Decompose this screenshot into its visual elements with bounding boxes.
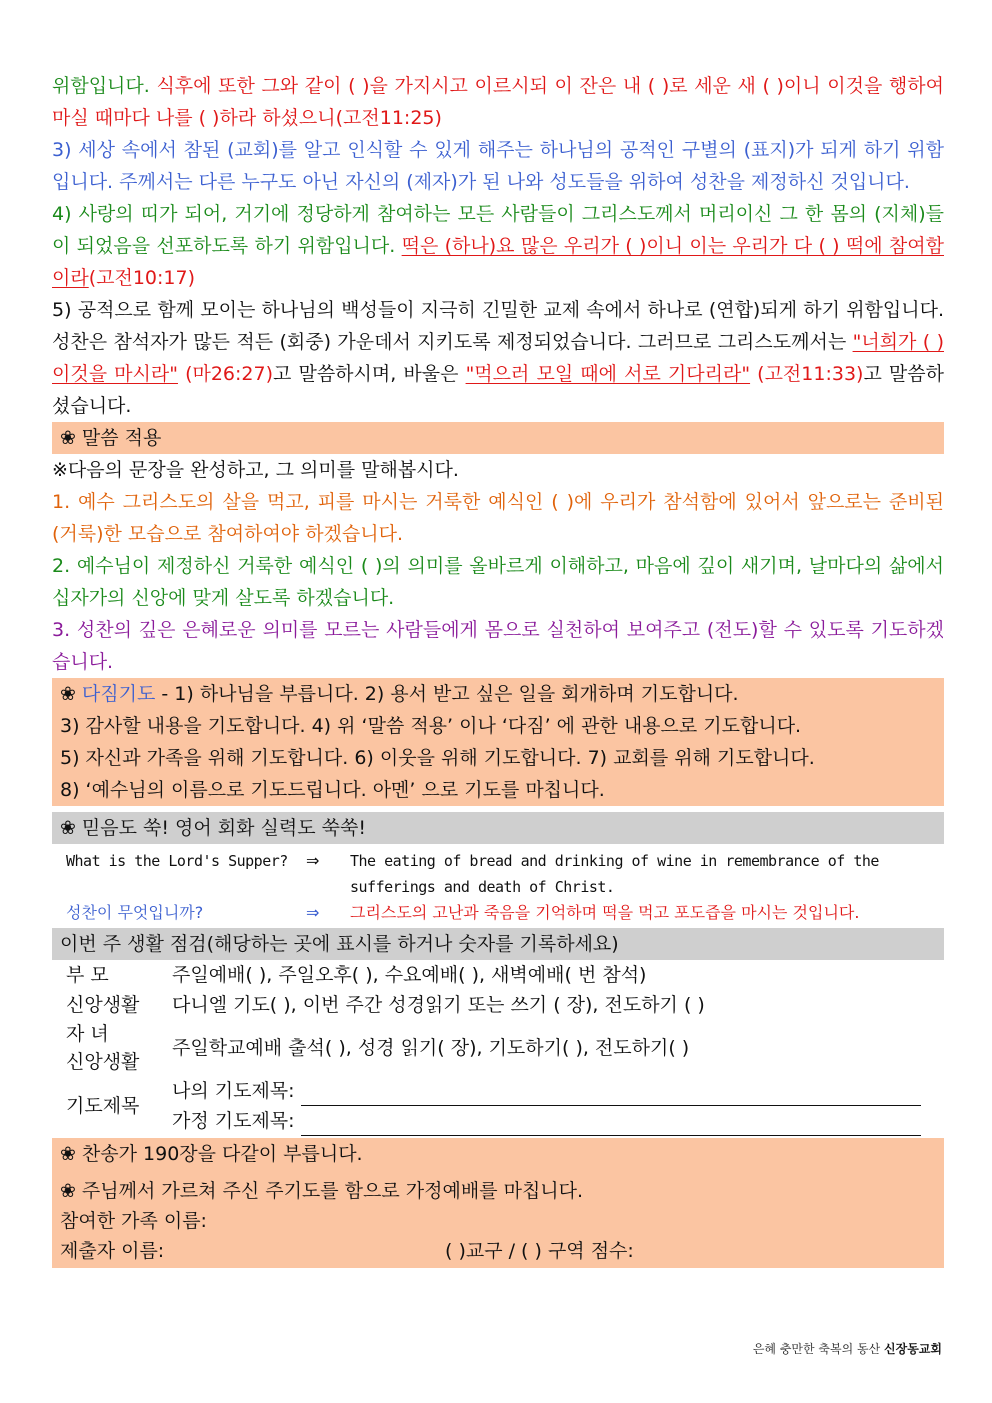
parent-row-2: 다니엘 기도( ), 이번 주간 성경읽기 또는 쓰기 ( 장), 전도하기 ( ) (172, 994, 705, 1016)
prayer-label: 기도제목 (66, 1095, 140, 1117)
family-names-line: 참여한 가족 이름: (60, 1210, 207, 1232)
submitter-line (52, 1236, 944, 1266)
english-qa-en (52, 848, 944, 900)
worship-sheet (52, 70, 944, 1268)
section-closing (52, 1138, 944, 1268)
paragraph-5 (52, 294, 944, 422)
my-prayer-label: 나의 기도제목: (172, 1080, 295, 1102)
hymn-line (52, 1138, 944, 1170)
label-line: 부 모 (66, 964, 109, 986)
child-row: 주일학교예배 출석( ), 성경 읽기( 장), 기도하기( ), 전도하기( ) (172, 1037, 690, 1059)
family-prayer-input-line[interactable] (301, 1117, 921, 1136)
verse-ref: (마26:27) (177, 363, 274, 385)
table-row (52, 1106, 944, 1136)
district-text: ( )교구 / ( ) 구역 점수: (445, 1240, 634, 1262)
verse-text: 떡은 (하나)요 많은 우리가 ( )이니 이는 우리가 다 ( ) 떡에 참여함이라 (52, 235, 944, 289)
english-qa-ko (52, 900, 944, 926)
paragraph-4 (52, 198, 944, 294)
text-span: 고 말씀하시며, 바울은 (273, 363, 466, 385)
flower-icon: ❀ (60, 1180, 76, 1202)
text-span: 4) 사랑의 띠가 되어, 거기에 정당하게 참여하는 모든 사람들이 그리스도께서 머리이신 그 한 몸의 (지체)들이 되었음을 선포하도록 하기 위함입니다. (52, 203, 944, 257)
paragraph-3: 3) 세상 속에서 참된 (교회)를 알고 인식할 수 있게 해주는 하나님의 공적인 구별의 (표지)가 되게 하기 위함입니다. 주께서는 다른 누구도 아닌 자신의 (제자)가 된 나와 성도들을 위하여 성찬을 제정하신 것입니다. (52, 139, 944, 193)
verse-text: 식후에 또한 그와 같이 ( )을 가지시고 이르시되 이 잔은 내 ( )로 세운 새 ( )이니 이것을 행하여 마실 때마다 나를 ( )하라 하셨으니(고전11:25) (52, 75, 944, 129)
footer-text: 은혜 충만한 축복의 동산 (752, 1342, 885, 1356)
flower-icon: ❀ (60, 1143, 76, 1165)
section-header-apply (52, 422, 944, 454)
label-line: 자 녀 (66, 1023, 109, 1045)
prayer-text: - 1) 하나님을 부릅니다. 2) 용서 받고 싶은 일을 회개하며 기도합니다. (155, 683, 739, 705)
lords-prayer-text: 주님께서 가르쳐 주신 주기도를 함으로 가정예배를 마칩니다. (81, 1180, 584, 1202)
section-header-check: 이번 주 생활 점검(해당하는 곳에 표시를 하거나 숫자를 기록하세요) (52, 928, 944, 960)
text-span: 고 말씀하셨습니다. (52, 363, 944, 417)
parent-label-2: 신앙생활 (66, 994, 140, 1016)
answer-en: The eating of bread and drinking of wine in remembrance of the sufferings and death of Christ. (350, 852, 879, 896)
section-title: 말씀 적용 (81, 427, 162, 449)
flower-icon: ❀ (60, 427, 76, 449)
hymn-text: 찬송가 190장을 다같이 부릅니다. (81, 1143, 363, 1165)
arrow-icon: ⇒ (306, 903, 320, 922)
life-check-table (52, 960, 944, 1136)
verse-text: "먹으러 모일 때에 서로 기다리라" (465, 363, 751, 385)
section-header-english (52, 812, 944, 844)
parent-row-1: 주일예배( ), 주일오후( ), 수요예배( ), 새벽예배( 번 참석) (172, 964, 647, 986)
table-row (52, 960, 944, 990)
table-row (52, 1076, 944, 1106)
flower-icon: ❀ (60, 817, 76, 839)
prayer-line-3: 5) 자신과 가족을 위해 기도합니다. 6) 이웃을 위해 기도합니다. 7) 교회를 위해 기도합니다. (60, 747, 815, 769)
flower-icon: ❀ (60, 683, 76, 705)
child-label (52, 1020, 168, 1076)
section-title: 믿음도 쑥! 영어 회화 실력도 쑥쑥! (81, 817, 366, 839)
apply-item-2: 2. 예수님이 제정하신 거룩한 예식인 ( )의 의미를 올바르게 이해하고, 마음에 깊이 새기며, 날마다의 삶에서 십자가의 신앙에 맞게 살도록 하겠습니다. (52, 555, 944, 609)
verse-ref: (고전11:33) (750, 363, 864, 385)
apply-intro: ※다음의 문장을 완성하고, 그 의미를 말해봅시다. (52, 459, 459, 481)
apply-item-3: 3. 성찬의 깊은 은혜로운 의미를 모르는 사람들에게 몸으로 실천하여 보여주고 (전도)할 수 있도록 기도하겠습니다. (52, 619, 944, 673)
prayer-title: 다짐기도 (81, 683, 156, 705)
family-prayer-row (168, 1106, 944, 1136)
table-row (52, 1020, 944, 1076)
prayer-line-1 (52, 678, 944, 710)
footer (753, 1340, 942, 1357)
question-ko: 성찬이 무엇입니까? (66, 903, 204, 922)
submitter-label: 제출자 이름: (60, 1240, 165, 1262)
my-prayer-row (168, 1076, 944, 1106)
lords-prayer-line (52, 1176, 944, 1206)
apply-item-1: 1. 예수 그리스도의 살을 먹고, 피를 마시는 거룩한 예식인 ( )에 우리가 참석함에 있어서 앞으로는 준비된 (거룩)한 모습으로 참여하여야 하겠습니다. (52, 491, 944, 545)
text-span: 위함입니다. (52, 75, 157, 97)
family-prayer-label: 가정 기도제목: (172, 1110, 295, 1132)
verse-ref: (고전10:17) (88, 267, 196, 289)
answer-ko: 그리스도의 고난과 죽음을 기억하며 떡을 먹고 포도즙을 마시는 것입니다. (350, 903, 860, 922)
text-span: 5) 공적으로 함께 모이는 하나님의 백성들이 지극히 긴밀한 교제 속에서 하나로 (연합)되게 하기 위함입니다. 성찬은 참석자가 많든 적든 (회중) 가운데서 지키도록 제정되었습니다. 그러므로 그리스도께서는 (52, 299, 945, 353)
parent-label (52, 960, 168, 990)
verse-text: "너희가 ( ) 이것을 마시라" (52, 331, 944, 385)
table-row (52, 990, 944, 1020)
church-name: 신장동교회 (884, 1342, 942, 1356)
section-prayer (52, 678, 944, 806)
label-line: 신앙생활 (66, 1051, 140, 1073)
prayer-line-4: 8) ‘예수님의 이름으로 기도드립니다. 아멘’ 으로 기도를 마칩니다. (60, 779, 605, 801)
paragraph-2-end (52, 70, 944, 134)
question-en: What is the Lord's Supper? (66, 852, 288, 870)
my-prayer-input-line[interactable] (301, 1087, 921, 1106)
prayer-line-2: 3) 감사할 내용을 기도합니다. 4) 위 ‘말씀 적용’ 이나 ‘다짐’ 에 관한 내용으로 기도합니다. (60, 715, 802, 737)
arrow-icon: ⇒ (306, 851, 320, 870)
